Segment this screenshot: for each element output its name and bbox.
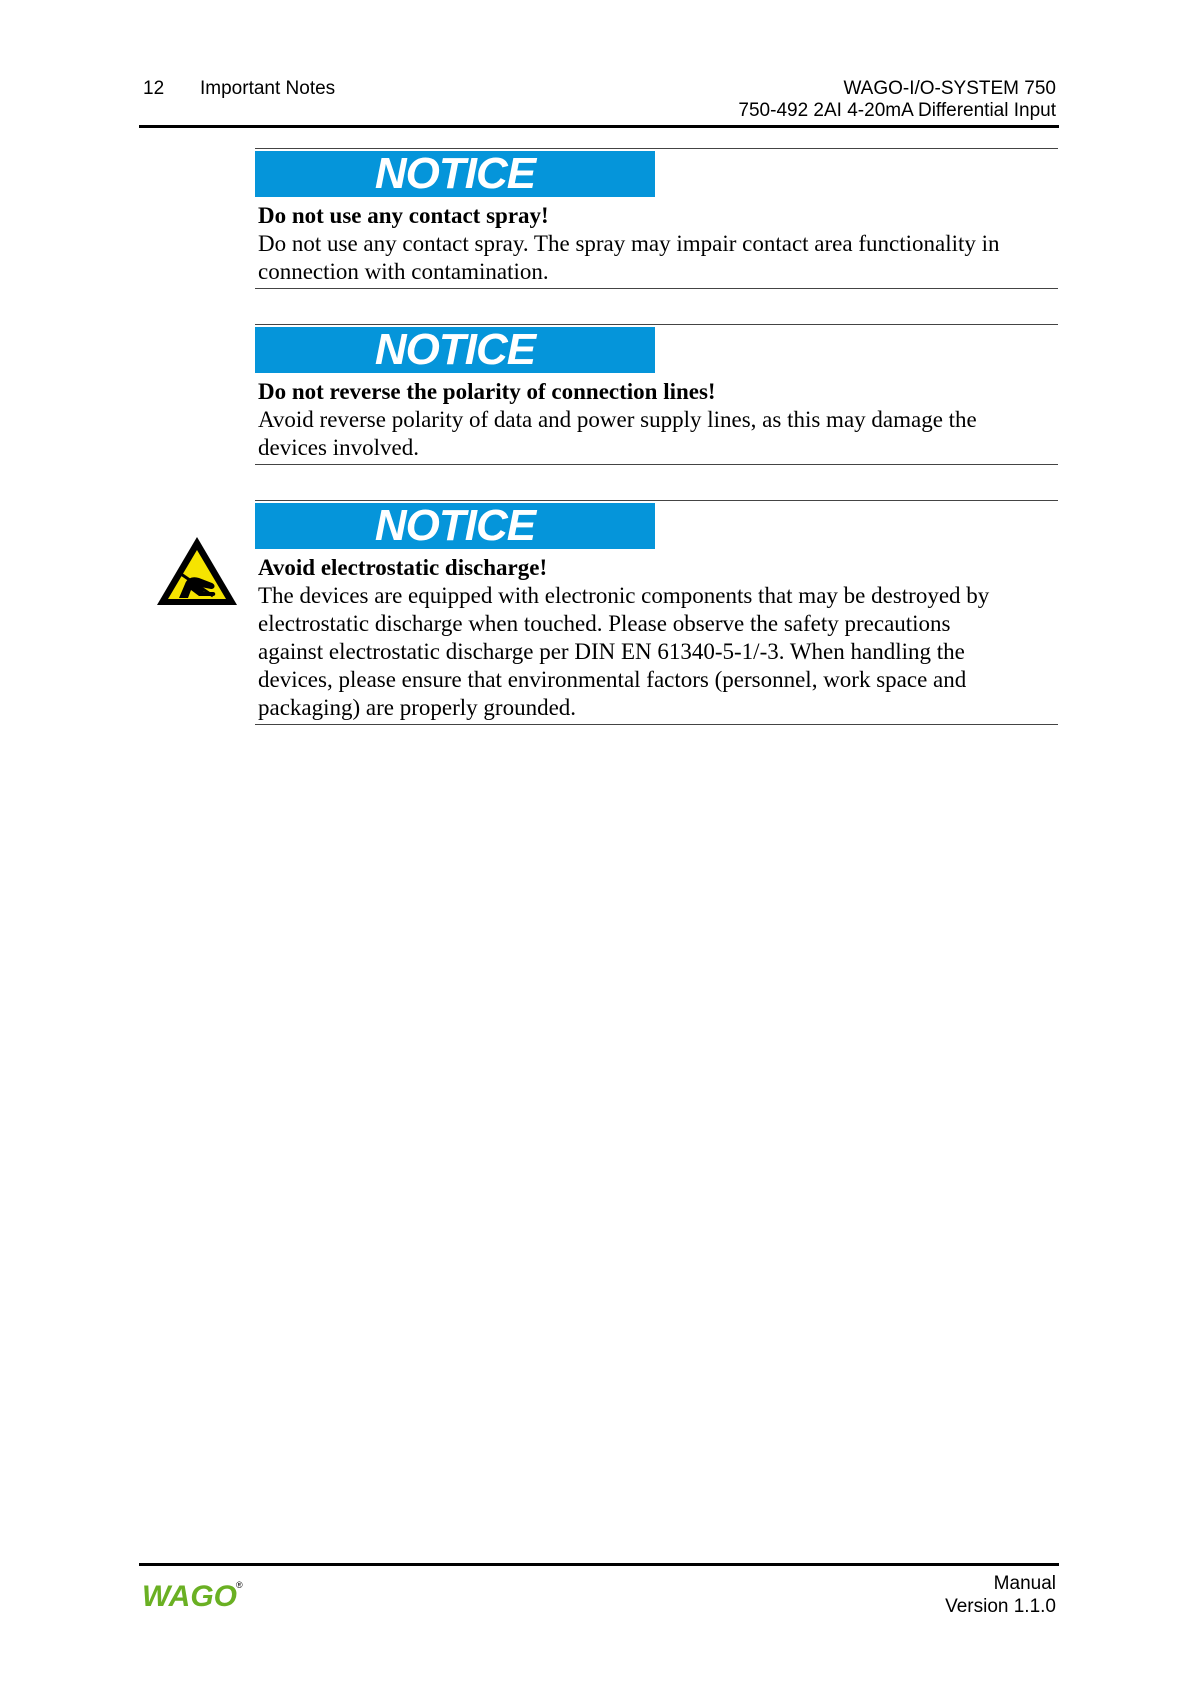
notice-line: Avoid reverse polarity of data and power supply lines, as this may damage the — [258, 407, 977, 432]
wago-logo-text: WAGO — [142, 1580, 237, 1610]
notice-contact-spray — [255, 148, 1058, 289]
notice-line: devices, please ensure that environmental factors (personnel, work space and — [258, 667, 967, 692]
notice-banner — [255, 151, 655, 197]
header-rule — [139, 125, 1059, 128]
notice-label: NOTICE — [374, 501, 536, 550]
notice-title: Avoid electrostatic discharge! — [258, 555, 548, 580]
notice-line: against electrostatic discharge per DIN EN 61340-5-1/-3. When handling the — [258, 639, 965, 664]
notice-line: electrostatic discharge when touched. Please observe the safety precautions — [258, 611, 951, 636]
notice-label: NOTICE — [374, 325, 536, 374]
notice-body — [255, 230, 1058, 288]
notice-body — [255, 582, 1058, 724]
section-title: Important Notes — [200, 78, 336, 99]
notice-line: The devices are equipped with electronic components that may be destroyed by — [258, 583, 990, 608]
svg-text:®: ® — [236, 1580, 243, 1590]
notice-banner — [255, 503, 655, 549]
document-title: WAGO-I/O-SYSTEM 750 — [843, 78, 1056, 99]
document-subtitle: 750-492 2AI 4-20mA Differential Input — [738, 100, 1056, 121]
notice-title: Do not use any contact spray! — [258, 203, 549, 228]
notice-line: packaging) are properly grounded. — [258, 695, 577, 720]
footer-doc-type: Manual — [993, 1573, 1056, 1594]
document-header — [738, 78, 1056, 122]
notice-body — [255, 406, 1058, 464]
notice-esd — [255, 500, 1058, 725]
footer-meta — [945, 1572, 1056, 1618]
wago-logo — [140, 1576, 244, 1610]
notice-line: connection with contamination. — [258, 259, 549, 284]
notice-line: devices involved. — [258, 435, 419, 460]
page-number: 12 — [143, 78, 165, 99]
notice-polarity — [255, 324, 1058, 465]
notice-banner — [255, 327, 655, 373]
footer-rule — [139, 1563, 1059, 1566]
esd-warning-icon — [155, 534, 239, 608]
notice-title: Do not reverse the polarity of connection lines! — [258, 379, 716, 404]
notice-label: NOTICE — [374, 149, 536, 198]
notice-line: Do not use any contact spray. The spray may impair contact area functionality in — [258, 231, 1000, 256]
footer-version: Version 1.1.0 — [945, 1596, 1056, 1617]
